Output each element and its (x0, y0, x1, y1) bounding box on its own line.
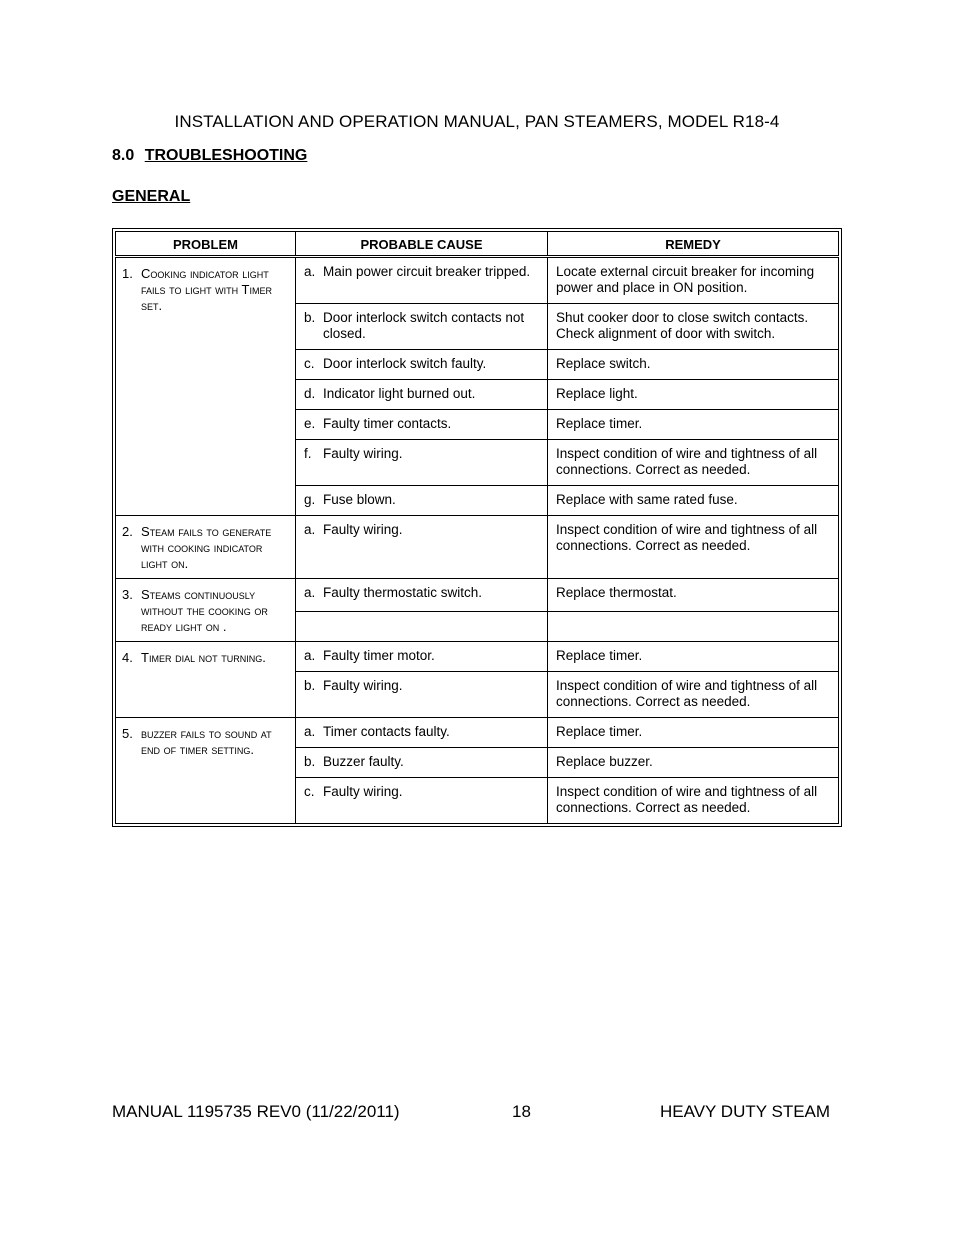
remedy-cell: Inspect condition of wire and tightness of all connections. Correct as needed. (548, 516, 839, 579)
problem-number: 5. (122, 726, 133, 741)
probable-cause-cell (296, 642, 548, 672)
problem-description: Timer dial not turning. (141, 650, 266, 665)
probable-cause (304, 264, 541, 280)
problem-description: buzzer fails to sound at end of timer setting. (141, 726, 272, 757)
probable-cause-cell (296, 380, 548, 410)
cause-letter: d. (304, 386, 316, 401)
remedy-cell: Locate external circuit breaker for incoming power and place in ON position. (548, 257, 839, 304)
remedy-cell: Inspect condition of wire and tightness of all connections. Correct as needed. (548, 672, 839, 718)
probable-cause-cell (296, 257, 548, 304)
cause-letter: a. (304, 585, 316, 600)
cause-letter: a. (304, 724, 316, 739)
footer-page-number: 18 (512, 1102, 531, 1121)
table-row (116, 516, 839, 579)
section-number: 8.0 (112, 147, 135, 164)
column-header-cause: PROBABLE CAUSE (296, 232, 548, 257)
probable-cause-cell (296, 350, 548, 380)
probable-cause (304, 522, 541, 538)
probable-cause-cell (296, 748, 548, 778)
cause-text: Buzzer faulty. (323, 754, 404, 769)
probable-cause-cell (296, 304, 548, 350)
column-header-remedy: REMEDY (548, 232, 839, 257)
remedy-cell: Replace switch. (548, 350, 839, 380)
troubleshooting-table-frame (112, 228, 842, 827)
remedy-cell: Replace thermostat. (548, 579, 839, 612)
probable-cause (304, 492, 541, 508)
probable-cause (304, 724, 541, 740)
problem-entry (122, 650, 291, 666)
section-title: TROUBLESHOOTING (144, 147, 308, 164)
probable-cause (304, 648, 541, 664)
probable-cause (304, 446, 541, 462)
remedy-cell: Shut cooker door to close switch contacts. Check alignment of door with switch. (548, 304, 839, 350)
probable-cause (304, 784, 541, 800)
cause-text: Faulty wiring. (323, 522, 403, 537)
problem-description: Steam fails to generate with cooking indicator light on. (141, 524, 272, 571)
table-header-row (116, 232, 839, 257)
table-row (116, 642, 839, 672)
problem-cell (116, 257, 296, 516)
cause-letter: b. (304, 678, 316, 693)
cause-text: Door interlock switch faulty. (323, 356, 487, 371)
remedy-cell: Inspect condition of wire and tightness of all connections. Correct as needed. (548, 440, 839, 486)
cause-letter: b. (304, 754, 316, 769)
problem-description: Cooking indicator light fails to light with Timer set. (141, 266, 272, 313)
cause-text: Indicator light burned out. (323, 386, 476, 401)
remedy-cell: Replace timer. (548, 642, 839, 672)
cause-letter: c. (304, 784, 315, 799)
cause-text: Faulty timer motor. (323, 648, 435, 663)
cause-letter: f. (304, 446, 312, 461)
problem-cell (116, 516, 296, 579)
remedy-cell: Replace buzzer. (548, 748, 839, 778)
problem-cell (116, 579, 296, 642)
cause-text: Main power circuit breaker tripped. (323, 264, 531, 279)
probable-cause (304, 416, 541, 432)
problem-entry (122, 524, 291, 572)
probable-cause-cell (296, 410, 548, 440)
remedy-cell: Replace timer. (548, 718, 839, 748)
table-body (116, 257, 839, 824)
probable-cause-cell (296, 579, 548, 612)
cause-text: Faulty thermostatic switch. (323, 585, 483, 600)
probable-cause-cell (296, 718, 548, 748)
probable-cause (304, 310, 541, 342)
remedy-cell: Replace timer. (548, 410, 839, 440)
probable-cause-cell (296, 612, 548, 642)
section-heading (112, 147, 307, 165)
probable-cause (304, 678, 541, 694)
subsection-title: GENERAL (112, 188, 191, 205)
table-row (116, 257, 839, 304)
probable-cause (304, 386, 541, 402)
problem-number: 2. (122, 524, 133, 539)
remedy-cell (548, 612, 839, 642)
cause-text: Faulty wiring. (323, 446, 403, 461)
troubleshooting-table (115, 231, 839, 824)
footer-product-line: HEAVY DUTY STEAM (660, 1102, 831, 1121)
remedy-cell: Inspect condition of wire and tightness of all connections. Correct as needed. (548, 778, 839, 824)
cause-letter: a. (304, 522, 316, 537)
problem-entry (122, 266, 291, 314)
problem-entry (122, 726, 291, 758)
cause-text: Faulty wiring. (323, 784, 403, 799)
cause-text: Faulty wiring. (323, 678, 403, 693)
probable-cause (304, 585, 541, 601)
problem-description: Steams continuously without the cooking or ready light on . (141, 587, 268, 634)
problem-number: 1. (122, 266, 133, 281)
remedy-cell: Replace with same rated fuse. (548, 486, 839, 516)
column-header-problem: PROBLEM (116, 232, 296, 257)
probable-cause (304, 754, 541, 770)
table-row (116, 579, 839, 612)
cause-text: Door interlock switch contacts not closed. (323, 310, 525, 341)
footer-manual-id: MANUAL 1195735 REV0 (11/22/2011) (112, 1102, 400, 1121)
cause-text: Faulty timer contacts. (323, 416, 452, 431)
probable-cause-cell (296, 486, 548, 516)
probable-cause-cell (296, 516, 548, 579)
table-row (116, 718, 839, 748)
cause-letter: a. (304, 264, 316, 279)
problem-cell (116, 718, 296, 824)
problem-number: 4. (122, 650, 133, 665)
probable-cause-cell (296, 778, 548, 824)
cause-letter: c. (304, 356, 315, 371)
probable-cause-cell (296, 672, 548, 718)
cause-letter: g. (304, 492, 316, 507)
cause-text: Fuse blown. (323, 492, 396, 507)
probable-cause-cell (296, 440, 548, 486)
cause-letter: b. (304, 310, 316, 325)
remedy-cell: Replace light. (548, 380, 839, 410)
document-header: INSTALLATION AND OPERATION MANUAL, PAN STEAMERS, MODEL R18-4 (174, 112, 780, 131)
cause-letter: a. (304, 648, 316, 663)
cause-text: Timer contacts faulty. (323, 724, 450, 739)
problem-number: 3. (122, 587, 133, 602)
cause-letter: e. (304, 416, 316, 431)
problem-cell (116, 642, 296, 718)
problem-entry (122, 587, 291, 635)
probable-cause (304, 356, 541, 372)
